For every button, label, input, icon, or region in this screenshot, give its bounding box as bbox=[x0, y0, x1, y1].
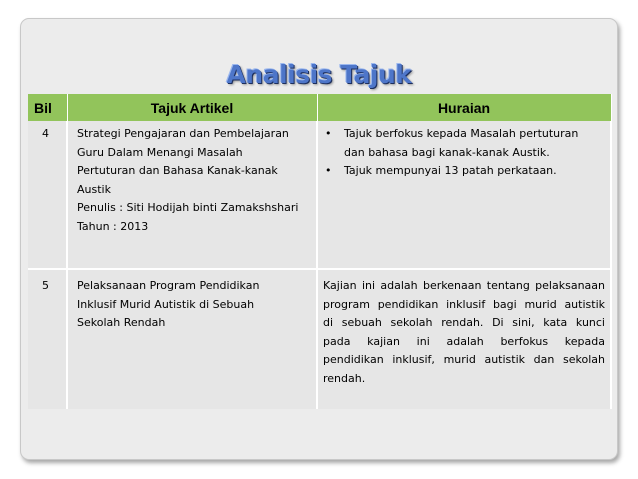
article-title-cell bbox=[67, 269, 317, 409]
description-line: Kajian ini adalah berkenaan tentang pelaksanaan bbox=[323, 279, 605, 292]
article-title-line: Austik bbox=[77, 182, 111, 196]
row-number: 5 bbox=[28, 269, 67, 409]
table-row bbox=[28, 269, 611, 409]
article-title-line: Pertuturan dan Bahasa Kanak-kanak bbox=[77, 164, 278, 177]
article-title-line: Strategi Pengajaran dan Pembelajaran bbox=[77, 127, 289, 140]
bullet-text-line: Tajuk berfokus kepada Masalah pertuturan bbox=[344, 127, 579, 140]
description-line: rendah. bbox=[323, 371, 366, 385]
header-tajuk-artikel: Tajuk Artikel bbox=[67, 94, 317, 121]
analysis-table bbox=[28, 94, 612, 409]
bullet-text-line: dan bahasa bagi kanak-kanak Austik. bbox=[344, 145, 550, 159]
bullet-text-line: Tajuk mempunyai 13 patah perkataan. bbox=[344, 164, 557, 177]
table-row bbox=[28, 121, 611, 269]
bullet-icon: • bbox=[325, 164, 332, 177]
article-title-line: Inklusif Murid Autistik di Sebuah bbox=[77, 297, 255, 311]
description-bullet-item bbox=[323, 125, 605, 162]
author-line: Penulis : Siti Hodijah binti Zamakshshari bbox=[77, 201, 299, 214]
description-bullet-item bbox=[323, 162, 605, 181]
bullet-icon: • bbox=[325, 127, 332, 140]
description-cell bbox=[317, 269, 611, 409]
description-line: program pendidikan inklusif bagi murid autistik bbox=[323, 297, 605, 311]
row-number: 4 bbox=[28, 121, 67, 269]
table-header-row bbox=[28, 94, 611, 121]
article-title-line: Sekolah Rendah bbox=[77, 316, 166, 329]
description-bullet-list bbox=[323, 125, 605, 181]
article-title-cell bbox=[67, 121, 317, 269]
year-line: Tahun : 2013 bbox=[77, 219, 149, 233]
article-title-line: Pelaksanaan Program Pendidikan bbox=[77, 279, 260, 292]
slide-title: Analisis Tajuk bbox=[226, 60, 412, 89]
description-line: pendidikan inklusif, murid autistik dan sekolah bbox=[323, 353, 605, 366]
header-bil: Bil bbox=[28, 94, 67, 121]
header-huraian: Huraian bbox=[317, 94, 611, 121]
description-line: di sebuah sekolah rendah. Di sini, kata kunci bbox=[323, 316, 605, 329]
description-line: pada kajian ini adalah berfokus kepada bbox=[323, 334, 605, 348]
article-title-line: Guru Dalam Menangi Masalah bbox=[77, 145, 243, 159]
description-cell bbox=[317, 121, 611, 269]
